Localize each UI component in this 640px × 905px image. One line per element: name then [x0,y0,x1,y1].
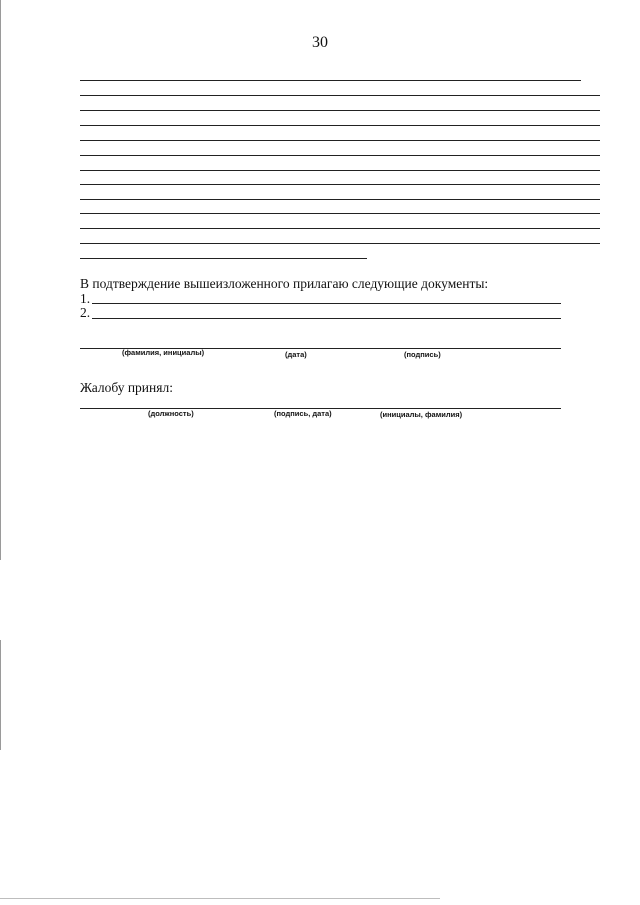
text-line[interactable] [80,140,600,141]
text-line[interactable] [80,213,600,214]
signature-date-caption: (подпись, дата) [274,409,332,418]
text-line[interactable] [80,95,600,96]
document-item-number: 1. [80,291,91,306]
text-line[interactable] [80,228,600,229]
documents-intro: В подтверждение вышеизложенного прилагаю следующие документы: [80,276,489,291]
text-line[interactable] [80,155,600,156]
scan-edge-mark [0,640,1,750]
position-caption: (должность) [148,409,194,418]
document-item-line[interactable] [92,303,561,304]
page-number: 30 [312,34,328,51]
initials-surname-caption: (инициалы, фамилия) [380,410,463,419]
text-line[interactable] [80,125,600,126]
document-item-line[interactable] [92,318,561,319]
text-line[interactable] [80,184,600,185]
scan-edge-mark [0,0,1,560]
scan-bottom-edge [0,898,440,899]
surname-initials-caption: (фамилия, инициалы) [122,348,205,357]
document-item-number: 2. [80,305,91,320]
text-line[interactable] [80,170,600,171]
signature-caption: (подпись) [404,350,441,359]
text-line[interactable] [80,199,600,200]
text-line[interactable] [80,80,581,81]
text-line[interactable] [80,110,600,111]
text-line[interactable] [80,243,600,244]
text-line[interactable] [80,258,367,259]
date-caption: (дата) [285,350,307,359]
complaint-accepted-heading: Жалобу принял: [80,380,173,395]
